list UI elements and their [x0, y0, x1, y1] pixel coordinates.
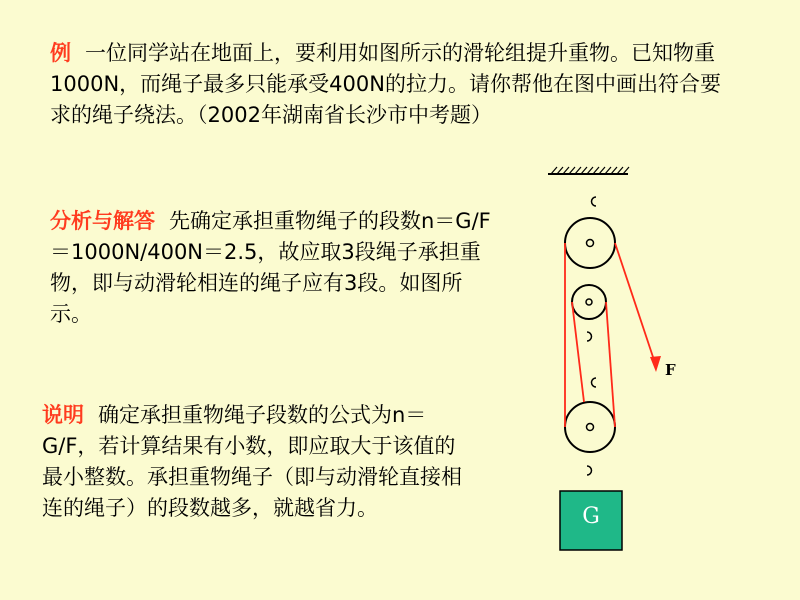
analysis-text: 先确定承担重物绳子的段数n＝G/F＝1000N/400N＝2.5，故应取3段绳子承担重物，即与动滑轮相连的绳子应有3段。如图所示。 — [50, 209, 491, 326]
force-arrow-icon — [650, 356, 661, 372]
ceiling — [548, 167, 629, 174]
rope-segment-pull — [615, 243, 656, 366]
force-label: F — [665, 361, 676, 379]
example-text: 一位同学站在地面上，要利用如图所示的滑轮组提升重物。已知物重1000N，而绳子最多只能承受400N的拉力。请你帮他在图中画出符合要求的绳子绕法。（2002年湖南省长沙市中考题） — [50, 41, 721, 127]
weight-block — [560, 491, 622, 550]
weight-label: G — [582, 504, 600, 529]
note-text: 确定承担重物绳子段数的公式为n＝G/F，若计算结果有小数，即应取大于该值的最小整数。承担重物绳子（即与动滑轮直接相连的绳子）的段数越多，就越省力。 — [42, 403, 462, 520]
fixed-pulley-large — [565, 218, 615, 268]
note-label: 说明 — [42, 403, 84, 427]
analysis-label: 分析与解答 — [50, 209, 155, 233]
fixed-pulley-small — [572, 285, 606, 319]
example-label: 例 — [50, 41, 71, 65]
top-hook-icon — [592, 197, 597, 206]
lower-upper-hook-icon — [592, 378, 597, 387]
bottom-hook-icon — [587, 466, 592, 475]
movable-pulley — [565, 402, 615, 452]
middle-lower-hook-icon — [587, 332, 592, 341]
